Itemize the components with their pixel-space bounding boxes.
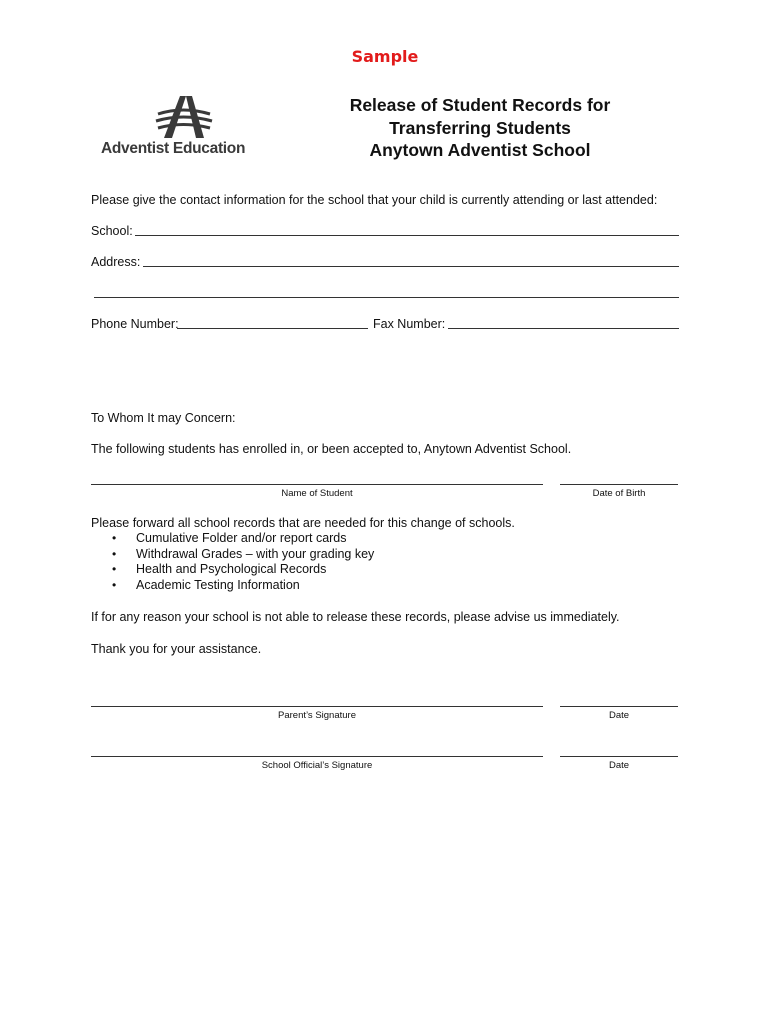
records-list	[91, 531, 374, 594]
forward-text: Please forward all school records that are needed for this change of schools.	[91, 516, 515, 530]
fax-field[interactable]	[448, 328, 679, 329]
fax-label: Fax Number:	[373, 317, 446, 331]
school-label: School:	[91, 224, 133, 238]
list-item: • Cumulative Folder and/or report cards	[91, 531, 374, 547]
logo-text: Adventist Education	[101, 140, 246, 157]
school-field[interactable]	[135, 235, 679, 236]
parent-signature-field[interactable]	[91, 706, 543, 707]
contact-intro: Please give the contact information for the school that your child is currently attending or last attended:	[91, 193, 658, 207]
list-item: • Health and Psychological Records	[91, 562, 374, 578]
document-title	[320, 94, 640, 162]
title-line-2: Transferring Students	[389, 117, 571, 138]
address-field[interactable]	[143, 266, 679, 267]
enrolled-text: The following students has enrolled in, or been accepted to, Anytown Adventist School.	[91, 442, 572, 456]
dob-field[interactable]	[560, 484, 678, 485]
title-line-3: Anytown Adventist School	[369, 140, 591, 160]
thanks-text: Thank you for your assistance.	[91, 642, 262, 656]
list-item: • Withdrawal Grades – with your grading key	[91, 547, 374, 563]
parent-date-field[interactable]	[560, 706, 678, 707]
official-date-field[interactable]	[560, 756, 678, 757]
name-caption: Name of Student	[281, 488, 353, 499]
greeting: To Whom It may Concern:	[91, 411, 236, 425]
address-field-line-2[interactable]	[94, 297, 679, 298]
dob-caption: Date of Birth	[592, 488, 646, 499]
student-name-field[interactable]	[91, 484, 543, 485]
parent-date-caption: Date	[608, 710, 630, 721]
phone-field[interactable]	[177, 328, 368, 329]
official-date-caption: Date	[608, 760, 630, 771]
phone-label: Phone Number:	[91, 317, 179, 331]
sample-watermark: Sample	[351, 47, 419, 66]
title-line-1: Release of Student Records for	[349, 95, 611, 115]
address-label: Address:	[91, 255, 141, 269]
official-signature-field[interactable]	[91, 756, 543, 757]
advise-text: If for any reason your school is not able to release these records, please advise us immediately.	[91, 610, 620, 624]
official-signature-caption: School Official’s Signature	[261, 760, 373, 771]
list-item: • Academic Testing Information	[91, 578, 374, 594]
parent-signature-caption: Parent’s Signature	[278, 710, 356, 721]
